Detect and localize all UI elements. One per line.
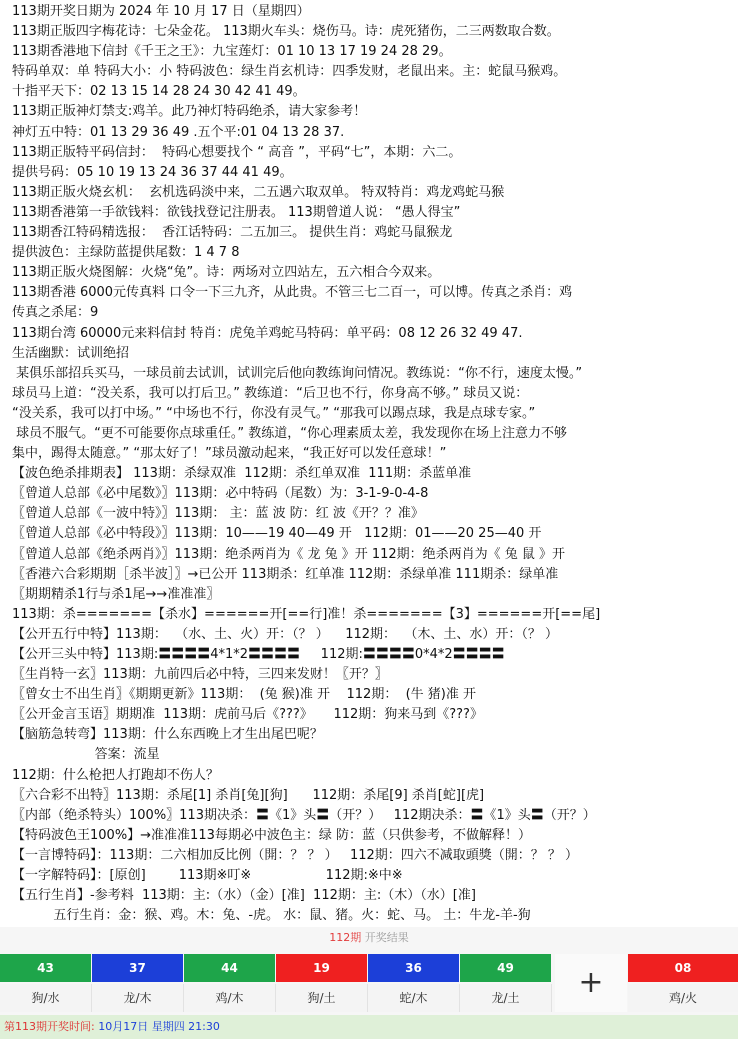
- text-line: 〖曾女士不出生肖〗《期期更新》113期： (兔 猴)准 开 112期： (牛 猪)准 开: [12, 687, 477, 703]
- text-line: 113期正版神灯禁支:鸡羊。此乃神灯特码绝杀，请大家参考！: [12, 104, 367, 120]
- text-line: 〖曾道人总部《一波中特》〗113期： 主：蓝 波 防：红 波《开？？准》: [12, 506, 424, 522]
- zodiac-3: 鸡/木: [184, 984, 276, 1012]
- text-line: 球员不服气。“更不可能要你点球重任。” 教练道，“你心理素质太差，我发现你在场上注意力不够: [12, 425, 567, 441]
- text-line: 集中，踢得太随意。” “那太好了！”球员激动起来，“我正好可以发任意球！”: [12, 446, 447, 462]
- text-line: 提供号码：05 10 19 13 24 36 37 44 41 49。: [12, 164, 293, 180]
- text-line: 113期香江特码精选报： 香江话特码：二五加三。 提供生肖：鸡蛇马鼠猴龙: [12, 225, 453, 241]
- next-draw-time: [4, 1015, 220, 1039]
- text-line: 【脑筋急转弯】113期：什么东西晚上才生出尾巴呢？: [12, 727, 323, 743]
- special-ball: 08: [628, 954, 738, 982]
- text-line: 特码单双：单 特码大小：小 特码波色：绿生肖玄机诗：四季发财，老鼠出来。主：蛇鼠马猴鸡。: [12, 64, 567, 80]
- text-line: 113期开奖日期为 2024 年 10 月 17 日（星期四）: [12, 4, 310, 19]
- text-line: 113期香港 6000元传真料 口令一下三九齐，从此贵。不管三七二百一，可以博。传真之杀肖：鸡: [12, 285, 573, 301]
- zodiac-1: 狗/水: [0, 984, 92, 1012]
- text-line: 113期香港地下信封《千王之王》：九宝莲灯：01 10 13 17 19 24 28 29。: [12, 44, 452, 60]
- zodiac-2: 龙/木: [92, 984, 184, 1012]
- text-line: 【公开五行中特】113期： （水、土、火）开：（？ ） 112期： （木、土、水）开：（？ ）: [12, 626, 558, 642]
- ball-4: 19: [276, 954, 367, 982]
- text-line: 球员马上道：“没关系，我可以打后卫。” 教练道：“后卫也不行，你身高不够。” 球员又说：: [12, 385, 529, 401]
- next-draw-bar: [0, 1015, 738, 1039]
- next-draw-value: 10月17日 星期四 21:30: [94, 1020, 220, 1033]
- text-line: 【五行生肖】-参考料 113期：主:（水）（金）[准] 112期：主:（木）（水）[准]: [12, 888, 476, 904]
- lottery-results-panel: [0, 927, 738, 1039]
- results-issue: 112期: [329, 931, 362, 944]
- text-line: 提供波色：主绿防蓝提供尾数：1 4 7 8: [12, 245, 240, 261]
- text-line: “没关系，我可以打中场。” “中场也不行，你没有灵气。” “那我可以踢点球，我是点球专家。”: [12, 405, 536, 421]
- text-line: 113期正版火烧玄机： 玄机选码淡中来，二五遇六取双单。 特双特肖：鸡龙鸡蛇马猴: [12, 184, 505, 200]
- ball-6: 49: [460, 954, 551, 982]
- text-line: 112期：什么枪把人打跑却不伤人？: [12, 767, 219, 783]
- text-line: 113期台湾 60000元来料信封 特肖：虎兔羊鸡蛇马特码：单平码：08 12 26 32 49 47.: [12, 325, 523, 341]
- text-line: 神灯五中特：01 13 29 36 49 .五个平:01 04 13 28 37.: [12, 124, 345, 140]
- zodiac-4: 狗/土: [276, 984, 368, 1012]
- text-line: 113期正版特平码信封： 特码心想要找个 “ 高音 ”，平码“七”，本期：六二。: [12, 144, 462, 160]
- text-line: 【公开三头中特】113期:〓〓〓〓4*1*2〓〓〓〓 112期:〓〓〓〓0*4*2〓〓〓〓: [12, 647, 505, 662]
- plus-icon: +: [555, 954, 627, 1012]
- text-line: 〖生肖特一玄〗113期：九前四后必中特，三四来发财！〖开？〗: [12, 667, 388, 683]
- text-line: 〖曾道人总部《绝杀两肖》〗113期：绝杀两肖为《 龙 兔 》开 112期：绝杀两肖为《 兔 鼠 》开: [12, 546, 566, 562]
- text-line: 传真之杀尾：9: [12, 305, 99, 321]
- text-line: 答案：流星: [12, 747, 160, 763]
- text-line: 【一字解特码】：[原创] 113期※叮※ 112期:※中※: [12, 868, 403, 884]
- text-line: 十指平天下：02 13 15 14 28 24 30 42 41 49。: [12, 84, 306, 100]
- text-line: 五行生肖：金：猴、鸡。木：兔、-虎。 水：鼠、猪。火：蛇、马。 土：牛龙-羊-狗: [12, 908, 531, 924]
- special-zodiac: 鸡/火: [628, 984, 738, 1012]
- text-line: 〖曾道人总部《必中特段》〗113期：10——19 40—49 开 112期：01——20 25—40 开: [12, 526, 542, 542]
- results-title-text: 开奖结果: [361, 931, 409, 944]
- text-line: 某俱乐部招兵买马，一球员前去试训，试训完后他向教练询问情况。教练说：“你不行，速度太慢。”: [12, 365, 583, 381]
- text-line: 【波色绝杀排期表】 113期：杀绿双准 112期：杀红单双准 111期：杀蓝单准: [12, 466, 472, 482]
- ball-2: 37: [92, 954, 183, 982]
- text-line: 〖内部（绝杀特头）100%〗113期决杀：〓《1》头〓（开？） 112期决杀：〓《1》头〓（开？）: [12, 807, 596, 823]
- results-title: [0, 927, 738, 949]
- text-line: 113期：杀=======【杀水】======开[==行]准！杀=======【3】======开[==尾]: [12, 606, 601, 622]
- text-line: 113期正版火烧图解：火烧“兔”。诗：两场对立四站左，五六相合今双来。: [12, 265, 441, 281]
- text-line: 〖期期精杀1行与杀1尾→→准准准〗: [12, 586, 220, 602]
- ball-3: 44: [184, 954, 275, 982]
- next-draw-label: 第113期开奖时间:: [4, 1020, 95, 1033]
- text-line: 113期香港第一手欲钱料：欲钱找登记注册表。 113期曾道人说： “愚人得宝”: [12, 204, 461, 220]
- ball-1: 43: [0, 954, 91, 982]
- zodiac-6: 龙/土: [460, 984, 552, 1012]
- text-line: 〖曾道人总部《必中尾数》〗113期：必中特码（尾数）为：3-1-9-0-4-8: [12, 486, 429, 502]
- text-line: 【特码波色王100%】→准准准113每期必中波色主：绿 防：蓝（只供参考，不做解释！）: [12, 827, 532, 843]
- text-line: 113期正版四字梅花诗：七朵金花。 113期火车头：烧伤马。诗：虎死猪伤，二三两数取合数。: [12, 24, 560, 40]
- text-line: 〖公开金言玉语〗期期准 113期：虎前马后《???》 112期：狗来马到《???》: [12, 707, 483, 723]
- text-line: 〖六合彩不出特〗113期：杀尾[1] 杀肖[兔][狗] 112期：杀尾[9] 杀肖[蛇][虎]: [12, 787, 485, 803]
- text-line: 【一言博特码】：113期：二六相加反比例（開：？ ？ ） 112期：四六不减取頭獎（開：？ ？ ）: [12, 847, 579, 863]
- ball-5: 36: [368, 954, 459, 982]
- text-line: 〖香港六合彩期期［杀半波］〗→已公开 113期杀：红单准 112期：杀绿单准 111期杀：绿单准: [12, 566, 559, 582]
- zodiac-5: 蛇/木: [368, 984, 460, 1012]
- document-body: [12, 2, 734, 926]
- text-line: 生活幽默：试训绝招: [12, 345, 130, 361]
